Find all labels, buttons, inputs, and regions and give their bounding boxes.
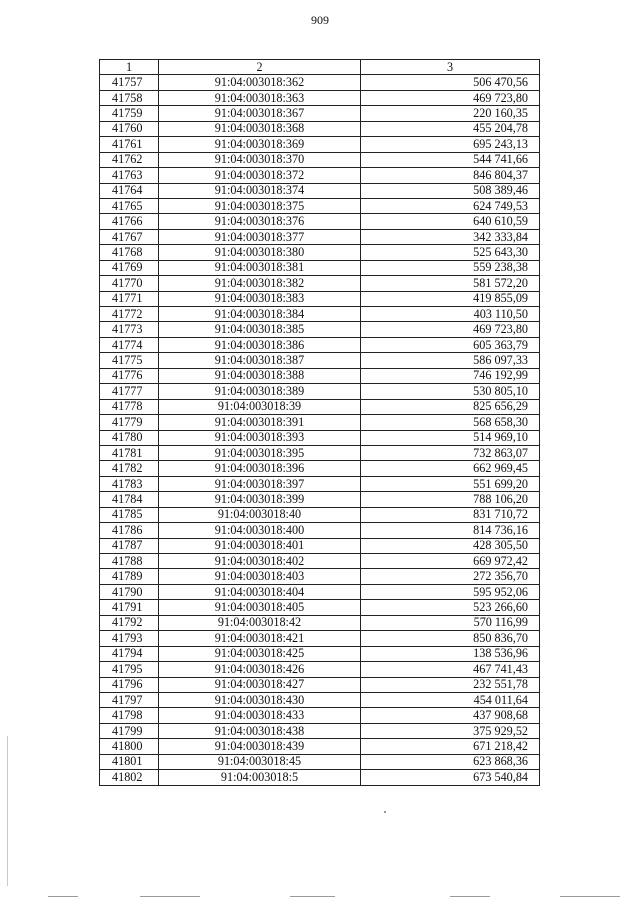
cadastral-value-cell: 570 116,99: [361, 615, 540, 630]
row-number-cell: 41783: [100, 476, 159, 491]
row-number-cell: 41791: [100, 600, 159, 615]
cadastral-number-cell: 91:04:003018:421: [159, 631, 361, 646]
table-row: [100, 353, 540, 368]
cadastral-value-cell: 375 929,52: [361, 723, 540, 738]
table-row: [100, 168, 540, 183]
cadastral-value-cell: 342 333,84: [361, 229, 540, 244]
scan-footer-dash: [290, 896, 335, 897]
row-number-cell: 41760: [100, 121, 159, 136]
cadastral-value-cell: 586 097,33: [361, 353, 540, 368]
table-row: [100, 631, 540, 646]
row-number-cell: 41794: [100, 646, 159, 661]
table-row: [100, 523, 540, 538]
table-row: [100, 492, 540, 507]
table-row: [100, 276, 540, 291]
cadastral-value-cell: 814 736,16: [361, 523, 540, 538]
row-number-cell: 41758: [100, 90, 159, 105]
table-row: [100, 692, 540, 707]
table-row: [100, 307, 540, 322]
cadastral-number-cell: 91:04:003018:39: [159, 399, 361, 414]
table-row: [100, 430, 540, 445]
cadastral-value-cell: 523 266,60: [361, 600, 540, 615]
cadastral-value-cell: 568 658,30: [361, 415, 540, 430]
table-row: [100, 770, 540, 785]
table-row: [100, 245, 540, 260]
cadastral-number-cell: 91:04:003018:42: [159, 615, 361, 630]
cadastral-value-cell: 437 908,68: [361, 708, 540, 723]
cadastral-number-cell: 91:04:003018:380: [159, 245, 361, 260]
cadastral-value-cell: 669 972,42: [361, 554, 540, 569]
scan-margin-line: [7, 736, 8, 886]
table-row: [100, 538, 540, 553]
cadastral-value-cell: 551 699,20: [361, 476, 540, 491]
table-row: [100, 754, 540, 769]
table-row: [100, 90, 540, 105]
row-number-cell: 41802: [100, 770, 159, 785]
cadastral-value-cell: 419 855,09: [361, 291, 540, 306]
cadastral-number-cell: 91:04:003018:426: [159, 662, 361, 677]
table-row: [100, 183, 540, 198]
table-row: [100, 584, 540, 599]
row-number-cell: 41795: [100, 662, 159, 677]
row-number-cell: 41797: [100, 692, 159, 707]
table-row: [100, 739, 540, 754]
table-row: [100, 260, 540, 275]
page-number: 909: [311, 13, 329, 27]
cadastral-value-cell: 746 192,99: [361, 368, 540, 383]
table-row: [100, 121, 540, 136]
cadastral-value-cell: 662 969,45: [361, 461, 540, 476]
row-number-cell: 41764: [100, 183, 159, 198]
cadastral-number-cell: 91:04:003018:377: [159, 229, 361, 244]
table-row: [100, 198, 540, 213]
column-header-1: 1: [100, 60, 159, 75]
table-row: [100, 415, 540, 430]
column-header-2: 2: [159, 60, 361, 75]
cadastral-number-cell: 91:04:003018:372: [159, 168, 361, 183]
cadastral-value-cell: 595 952,06: [361, 584, 540, 599]
cadastral-number-cell: 91:04:003018:393: [159, 430, 361, 445]
row-number-cell: 41763: [100, 168, 159, 183]
table-row: [100, 615, 540, 630]
cadastral-value-cell: 671 218,42: [361, 739, 540, 754]
cadastral-value-cell: 788 106,20: [361, 492, 540, 507]
cadastral-number-cell: 91:04:003018:368: [159, 121, 361, 136]
row-number-cell: 41793: [100, 631, 159, 646]
cadastral-number-cell: 91:04:003018:405: [159, 600, 361, 615]
cadastral-number-cell: 91:04:003018:386: [159, 337, 361, 352]
cadastral-value-cell: 640 610,59: [361, 214, 540, 229]
cadastral-number-cell: 91:04:003018:401: [159, 538, 361, 553]
cadastral-value-cell: 232 551,78: [361, 677, 540, 692]
row-number-cell: 41782: [100, 461, 159, 476]
row-number-cell: 41757: [100, 75, 159, 90]
cadastral-value-cell: 831 710,72: [361, 507, 540, 522]
row-number-cell: 41771: [100, 291, 159, 306]
cadastral-number-cell: 91:04:003018:402: [159, 554, 361, 569]
row-number-cell: 41770: [100, 276, 159, 291]
table-row: [100, 229, 540, 244]
table-row: [100, 569, 540, 584]
cadastral-number-cell: 91:04:003018:395: [159, 445, 361, 460]
row-number-cell: 41790: [100, 584, 159, 599]
row-number-cell: 41789: [100, 569, 159, 584]
row-number-cell: 41779: [100, 415, 159, 430]
row-number-cell: 41796: [100, 677, 159, 692]
cadastral-value-cell: 623 868,36: [361, 754, 540, 769]
cadastral-number-cell: 91:04:003018:362: [159, 75, 361, 90]
cadastral-value-cell: 138 536,96: [361, 646, 540, 661]
table-row: [100, 476, 540, 491]
cadastral-value-cell: 732 863,07: [361, 445, 540, 460]
cadastral-number-cell: 91:04:003018:363: [159, 90, 361, 105]
row-number-cell: 41787: [100, 538, 159, 553]
cadastral-number-cell: 91:04:003018:5: [159, 770, 361, 785]
cadastral-number-cell: 91:04:003018:389: [159, 384, 361, 399]
cadastral-number-cell: 91:04:003018:430: [159, 692, 361, 707]
row-number-cell: 41766: [100, 214, 159, 229]
cadastral-number-cell: 91:04:003018:374: [159, 183, 361, 198]
table-row: [100, 337, 540, 352]
table-row: [100, 214, 540, 229]
row-number-cell: 41765: [100, 198, 159, 213]
row-number-cell: 41798: [100, 708, 159, 723]
cadastral-number-cell: 91:04:003018:40: [159, 507, 361, 522]
cadastral-value-cell: 530 805,10: [361, 384, 540, 399]
table-row: [100, 723, 540, 738]
row-number-cell: 41777: [100, 384, 159, 399]
cadastral-number-cell: 91:04:003018:381: [159, 260, 361, 275]
cadastral-number-cell: 91:04:003018:369: [159, 137, 361, 152]
cadastral-value-cell: 544 741,66: [361, 152, 540, 167]
cadastral-number-cell: 91:04:003018:399: [159, 492, 361, 507]
row-number-cell: 41781: [100, 445, 159, 460]
table-row: [100, 554, 540, 569]
cadastral-value-cell: 825 656,29: [361, 399, 540, 414]
cadastral-number-cell: 91:04:003018:387: [159, 353, 361, 368]
table-row: [100, 677, 540, 692]
cadastral-number-cell: 91:04:003018:404: [159, 584, 361, 599]
cadastral-value-table: [99, 59, 540, 786]
cadastral-value-cell: 559 238,38: [361, 260, 540, 275]
table-row: [100, 662, 540, 677]
cadastral-value-cell: 506 470,56: [361, 75, 540, 90]
row-number-cell: 41799: [100, 723, 159, 738]
table-row: [100, 384, 540, 399]
row-number-cell: 41774: [100, 337, 159, 352]
table-row: [100, 322, 540, 337]
table-body: [100, 60, 540, 786]
cadastral-value-cell: 469 723,80: [361, 90, 540, 105]
cadastral-number-cell: 91:04:003018:427: [159, 677, 361, 692]
table-row: [100, 106, 540, 121]
cadastral-number-cell: 91:04:003018:438: [159, 723, 361, 738]
cadastral-number-cell: 91:04:003018:403: [159, 569, 361, 584]
cadastral-number-cell: 91:04:003018:384: [159, 307, 361, 322]
scan-footer-dash: [450, 896, 490, 897]
cadastral-value-cell: 514 969,10: [361, 430, 540, 445]
cadastral-number-cell: 91:04:003018:396: [159, 461, 361, 476]
row-number-cell: 41773: [100, 322, 159, 337]
cadastral-value-cell: 846 804,37: [361, 168, 540, 183]
cadastral-value-cell: 624 749,53: [361, 198, 540, 213]
cadastral-number-cell: 91:04:003018:375: [159, 198, 361, 213]
row-number-cell: 41780: [100, 430, 159, 445]
column-header-3: 3: [361, 60, 540, 75]
cadastral-value-cell: 455 204,78: [361, 121, 540, 136]
table-row: [100, 291, 540, 306]
cadastral-number-cell: 91:04:003018:385: [159, 322, 361, 337]
cadastral-value-cell: 469 723,80: [361, 322, 540, 337]
table-row: [100, 75, 540, 90]
row-number-cell: 41759: [100, 106, 159, 121]
scan-footer-dash: [48, 896, 78, 897]
cadastral-value-cell: 605 363,79: [361, 337, 540, 352]
cadastral-number-cell: 91:04:003018:439: [159, 739, 361, 754]
row-number-cell: 41761: [100, 137, 159, 152]
cadastral-number-cell: 91:04:003018:45: [159, 754, 361, 769]
table-row: [100, 646, 540, 661]
cadastral-number-cell: 91:04:003018:370: [159, 152, 361, 167]
cadastral-number-cell: 91:04:003018:397: [159, 476, 361, 491]
table-row: [100, 600, 540, 615]
row-number-cell: 41788: [100, 554, 159, 569]
row-number-cell: 41801: [100, 754, 159, 769]
row-number-cell: 41784: [100, 492, 159, 507]
cadastral-value-cell: 467 741,43: [361, 662, 540, 677]
row-number-cell: 41800: [100, 739, 159, 754]
cadastral-number-cell: 91:04:003018:433: [159, 708, 361, 723]
row-number-cell: 41768: [100, 245, 159, 260]
row-number-cell: 41767: [100, 229, 159, 244]
cadastral-value-cell: 403 110,50: [361, 307, 540, 322]
row-number-cell: 41786: [100, 523, 159, 538]
cadastral-number-cell: 91:04:003018:391: [159, 415, 361, 430]
table-row: [100, 137, 540, 152]
table-row: [100, 461, 540, 476]
cadastral-number-cell: 91:04:003018:388: [159, 368, 361, 383]
table-row: [100, 507, 540, 522]
table-row: [100, 368, 540, 383]
table-row: [100, 445, 540, 460]
cadastral-number-cell: 91:04:003018:383: [159, 291, 361, 306]
row-number-cell: 41785: [100, 507, 159, 522]
scan-footer-dash: [560, 896, 620, 897]
table-row: [100, 399, 540, 414]
cadastral-value-cell: 695 243,13: [361, 137, 540, 152]
row-number-cell: 41776: [100, 368, 159, 383]
table-row: [100, 152, 540, 167]
scan-speck: [384, 811, 386, 813]
cadastral-number-cell: 91:04:003018:367: [159, 106, 361, 121]
cadastral-value-cell: 525 643,30: [361, 245, 540, 260]
cadastral-value-cell: 581 572,20: [361, 276, 540, 291]
cadastral-value-cell: 508 389,46: [361, 183, 540, 198]
cadastral-value-cell: 673 540,84: [361, 770, 540, 785]
cadastral-value-cell: 454 011,64: [361, 692, 540, 707]
cadastral-value-cell: 220 160,35: [361, 106, 540, 121]
row-number-cell: 41792: [100, 615, 159, 630]
scan-footer-dash: [140, 896, 200, 897]
cadastral-number-cell: 91:04:003018:382: [159, 276, 361, 291]
table-header-row: [100, 60, 540, 75]
cadastral-number-cell: 91:04:003018:376: [159, 214, 361, 229]
cadastral-value-cell: 850 836,70: [361, 631, 540, 646]
cadastral-value-cell: 428 305,50: [361, 538, 540, 553]
cadastral-number-cell: 91:04:003018:425: [159, 646, 361, 661]
row-number-cell: 41772: [100, 307, 159, 322]
row-number-cell: 41769: [100, 260, 159, 275]
cadastral-number-cell: 91:04:003018:400: [159, 523, 361, 538]
cadastral-value-cell: 272 356,70: [361, 569, 540, 584]
row-number-cell: 41762: [100, 152, 159, 167]
row-number-cell: 41775: [100, 353, 159, 368]
table-row: [100, 708, 540, 723]
row-number-cell: 41778: [100, 399, 159, 414]
